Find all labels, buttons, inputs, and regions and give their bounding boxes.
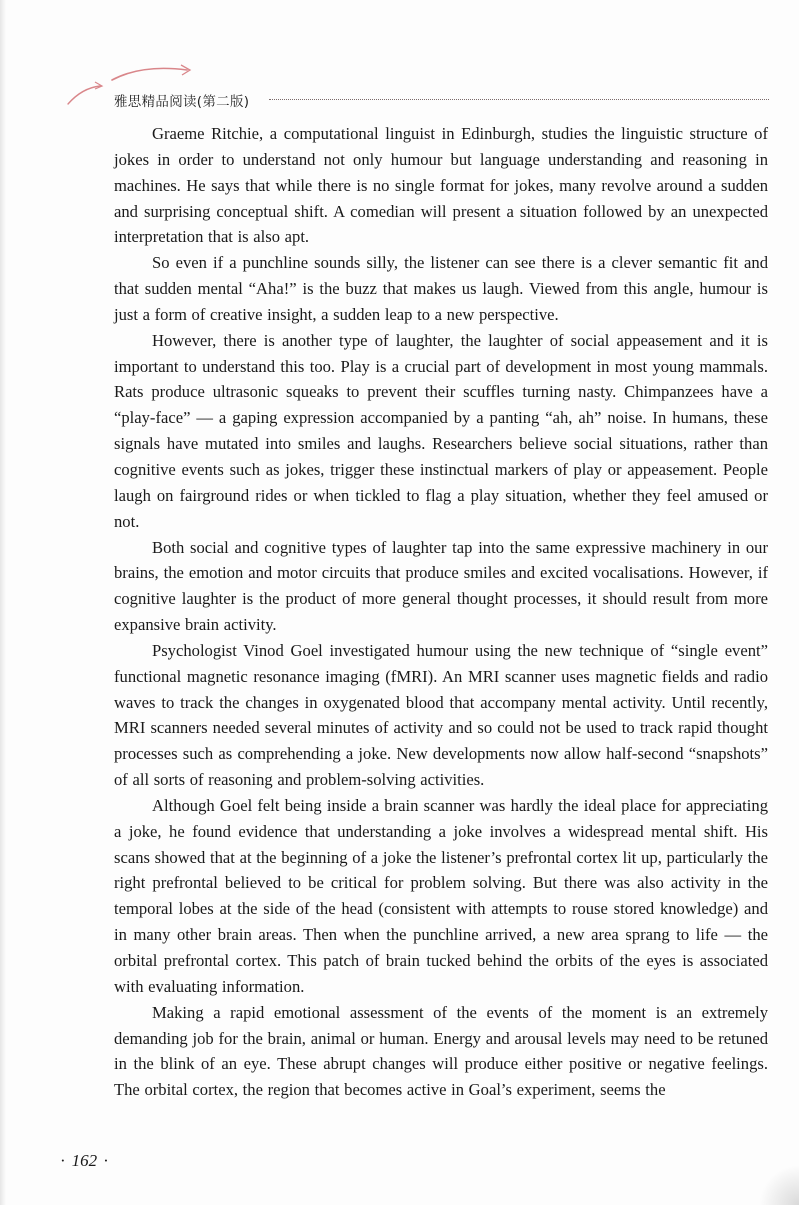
- page-number-left-dot: ·: [60, 1151, 66, 1170]
- page-number-value: 162: [71, 1151, 98, 1170]
- page-corner-shadow: [759, 1165, 799, 1205]
- running-header: [62, 58, 772, 110]
- page-edge-shadow: [0, 0, 6, 1205]
- article-body: [114, 121, 768, 1103]
- paragraph-1: Graeme Ritchie, a computational linguist in Edinburgh, studies the linguistic structure of jokes in order to understand not only humour but language understanding and reasoning in machines. He says that while there is no single format for jokes, many revolve around a sudden and surprising conceptual shift. A comedian will present a situation followed by an unexpected interpretation that is also apt.: [114, 124, 768, 247]
- paragraph-3: However, there is another type of laughter, the laughter of social appeasement and it is important to understand this too. Play is a crucial part of development in most young mammals. Rats produce ultrasonic squeaks to prevent their scuffles turning nasty. Chimpanzees have a “play-face” — a gaping expression accompanied by a panting “ah, ah” noise. In humans, these signals have mutated into smiles and laughs. Researchers believe social situations, rather than cognitive events such as jokes, trigger these instinctual markers of play or appeasement. People laugh on fairground rides or when tickled to flag a play situation, whether they feel amused or not.: [114, 330, 768, 531]
- page-number: [60, 1151, 109, 1171]
- book-title: 雅思精品阅读(第二版): [114, 94, 250, 110]
- paragraph-6: Although Goel felt being inside a brain scanner was hardly the ideal place for appreciating a joke, he found evidence that understanding a joke involves a widespread mental shift. His scans showed that at the beginning of a joke the listener’s prefrontal cortex lit up, particularly the right prefrontal believed to be critical for problem solving. But there was also activity in the temporal lobes at the side of the head (consistent with attempts to rouse stored knowledge) and in many other brain areas. Then when the punchline arrived, a new area sprang to life — the orbital prefrontal cortex. This patch of brain tucked behind the orbits of the eyes is associated with evaluating information.: [114, 795, 768, 996]
- paragraph-2: So even if a punchline sounds silly, the listener can see there is a clever semantic fit and that sudden mental “Aha!” is the buzz that makes us laugh. Viewed from this angle, humour is just a form of creative insight, a sudden leap to a new perspective.: [114, 253, 768, 324]
- dotted-rule: [269, 99, 769, 100]
- page-number-right-dot: ·: [103, 1151, 109, 1170]
- paragraph-5: Psychologist Vinod Goel investigated humour using the new technique of “single event” functional magnetic resonance imaging (fMRI). An MRI scanner uses magnetic fields and radio waves to track the changes in oxygenated blood that accompany mental activity. Until recently, MRI scanners needed several minutes of activity and so could not be used to track rapid thought processes such as comprehending a joke. New developments now allow half-second “snapshots” of all sorts of reasoning and problem-solving activities.: [114, 640, 768, 790]
- paragraph-7: Making a rapid emotional assessment of the events of the moment is an extremely demanding job for the brain, animal or human. Energy and arousal levels may need to be retuned in the blink of an eye. These abrupt changes will produce either positive or negative feelings. The orbital cortex, the region that becomes active in Goal’s experiment, seems the: [114, 1002, 768, 1100]
- paragraph-4: Both social and cognitive types of laughter tap into the same expressive machinery in our brains, the emotion and motor circuits that produce smiles and excited vocalisations. However, if cognitive laughter is the product of more general thought processes, it should result from more expansive brain activity.: [114, 537, 768, 635]
